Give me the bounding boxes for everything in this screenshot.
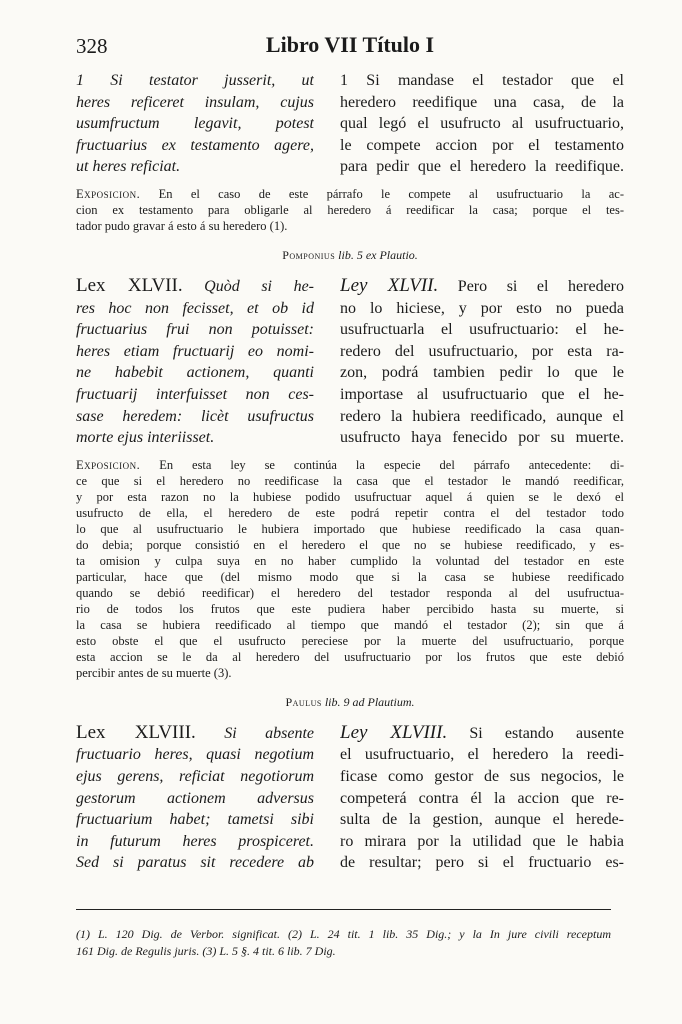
spanish-line: heredero reedifique una casa, de la <box>340 93 624 111</box>
spanish-text: Si estando ausente <box>447 724 624 742</box>
exposicion-line: esta accion se le da al heredero del usufructuario por los frutos que este debió <box>76 649 624 664</box>
spanish-text: Pero si el heredero <box>438 277 624 295</box>
latin-line: res hoc non fecisset, et ob id <box>76 299 314 317</box>
footnote-line: (1) L. 120 Dig. de Verbor. significat. (2) L. 24 tit. 1 lib. 35 Dig.; y la In jure civili receptum <box>76 927 611 941</box>
spanish-line: sulta de la gestion, aunque el herede- <box>340 811 624 829</box>
exposicion-line: y por esta razon no la hubiese podido usufructuar aquel á quien se le dexó el <box>76 489 624 504</box>
latin-line: fructuario heres, quasi negotium <box>76 746 314 764</box>
spanish-line: ro mirara por la utilidad que le habia <box>340 832 624 850</box>
source-work: lib. 5 ex Plautio. <box>335 247 418 262</box>
latin-line: fructuarium habet; tametsi sibi <box>76 811 314 829</box>
latin-column-2 <box>76 275 314 449</box>
latin-line: 1 Si testator jusserit, ut <box>76 72 314 89</box>
lex-heading: Lex XLVIII. <box>76 721 196 743</box>
source-author: Paulus <box>285 694 322 709</box>
exposicion-text: En esta ley se continúa la especie del párrafo antecedente: di- <box>140 457 624 472</box>
spanish-column-2 <box>340 275 624 449</box>
exposicion-line <box>76 186 624 202</box>
source-citation-1 <box>76 248 624 263</box>
latin-line: usumfructum legavit, potest <box>76 115 314 133</box>
spanish-column-1 <box>340 70 624 178</box>
exposicion-line: ta omision y culpa suya en no haber cumplido la voluntad del testador en este <box>76 553 624 568</box>
spanish-line: redero del usufructuario, por esta ra- <box>340 342 624 360</box>
spanish-line: redero la hubiera reedificado, aunque el <box>340 407 624 425</box>
exposicion-2 <box>76 457 624 681</box>
spanish-line: competerá contra él la accion que re- <box>340 789 624 807</box>
exposicion-label: Exposicion. <box>76 186 141 201</box>
latin-line: ne habebit actionem, quanti <box>76 364 314 382</box>
source-work: lib. 9 ad Plautium. <box>321 694 415 709</box>
exposicion-1 <box>76 186 624 234</box>
page-number: 328 <box>76 34 108 58</box>
latin-line: fructuarius ex testamento agere, <box>76 136 314 154</box>
latin-line <box>76 275 314 298</box>
exposicion-line: tador pudo gravar á esto á su heredero (1). <box>76 218 288 233</box>
latin-column-1 <box>76 70 314 178</box>
spanish-line <box>340 722 624 745</box>
spanish-line: usufructuarla el usufructuario: el he- <box>340 321 624 339</box>
spanish-line: no lo hiciese, y por esto no pueda <box>340 299 624 317</box>
page <box>76 32 624 874</box>
footnote-line: 161 Dig. de Regulis juris. (3) L. 5 §. 4 tit. 6 lib. 7 Dig. <box>76 944 336 958</box>
page-header <box>76 32 624 66</box>
latin-line: gestorum actionem adversus <box>76 789 314 807</box>
lex-heading: Lex XLVII. <box>76 274 183 296</box>
footnotes <box>76 926 611 960</box>
spanish-line: zon, podrá tambien pedir lo que le <box>340 364 624 382</box>
latin-line: heres etiam fructuarij eo nomi- <box>76 342 314 360</box>
section-3-columns <box>76 722 624 874</box>
section-2-columns <box>76 275 624 449</box>
spanish-line <box>340 275 624 298</box>
exposicion-line: esto obste el que el usufructo pereciese por la muerte del usufructuario, porque <box>76 633 624 648</box>
exposicion-line: do debia; porque consistió en el heredero el que no se hubiese reedificado, y es- <box>76 537 624 552</box>
section-1-columns <box>76 70 624 178</box>
latin-line: sase heredem: licèt usufructus <box>76 407 314 425</box>
latin-line: in futurum heres prospiceret. <box>76 832 314 850</box>
ley-heading: Ley XLVIII. <box>340 721 448 743</box>
exposicion-line: percibir antes de su muerte (3). <box>76 665 232 680</box>
exposicion-line: la casa se hubiera reedificado al tiempo que mandó el testador (2); sin que á <box>76 617 624 632</box>
latin-line <box>76 722 314 745</box>
spanish-line: ficase como gestor de sus negocios, le <box>340 767 624 785</box>
exposicion-line: particular, hace que (del mismo modo que si la casa se hubiese reedificado <box>76 569 624 584</box>
exposicion-line: ce que si el heredero no reedificase la casa que el testador le mandó reedificar, <box>76 473 624 488</box>
spanish-line: le compete accion por el testamento <box>340 136 624 154</box>
spanish-line: para pedir que el heredero la reedifique. <box>340 158 624 176</box>
running-title: Libro VII Título I <box>265 32 435 57</box>
latin-line: fructuarius frui non potuisset: <box>76 321 314 339</box>
exposicion-label: Exposicion. <box>76 457 141 472</box>
spanish-line: el usufructuario, el heredero la reedi- <box>340 746 624 764</box>
footnote-divider <box>76 909 611 910</box>
spanish-line: de resultar; pero si el fructuario es- <box>340 854 624 872</box>
source-author: Pomponius <box>282 247 336 262</box>
ley-heading: Ley XLVII. <box>340 274 439 296</box>
spanish-line: usufructo haya fenecido por su muerte. <box>340 429 624 447</box>
spanish-line: 1 Si mandase el testador que el <box>340 72 624 89</box>
latin-line: morte ejus interiisset. <box>76 429 215 447</box>
latin-text: Quòd si he- <box>182 277 314 295</box>
exposicion-text: En el caso de este párrafo le compete al usufructuario la ac- <box>140 186 624 201</box>
source-citation-2 <box>76 695 624 710</box>
latin-line: ut heres reficiat. <box>76 158 181 176</box>
latin-line: heres reficeret insulam, cujus <box>76 93 314 111</box>
exposicion-line: quando se debió reedificar) el heredero del testador responda al del usufructua- <box>76 585 624 600</box>
latin-line: fructuarij interfuisset non ces- <box>76 385 314 403</box>
exposicion-line: rio de todos los frutos que este pudiera haber percibido hasta su muerte, si <box>76 601 624 616</box>
exposicion-line <box>76 457 624 473</box>
spanish-column-3 <box>340 722 624 874</box>
spanish-line: importase al usufructuario que el he- <box>340 385 624 403</box>
exposicion-line: cion ex testamento para obligarle al heredero á reedificar la casa; porque el tes- <box>76 202 624 217</box>
exposicion-line: usufructo de ella, el heredero de este podrá repetir contra el del testador todo <box>76 505 624 520</box>
latin-column-3 <box>76 722 314 874</box>
latin-line: Sed si paratus sit recedere ab <box>76 854 314 872</box>
latin-text: Si absente <box>195 724 314 742</box>
spanish-line: qual legó el usufructo al usufructuario, <box>340 115 624 133</box>
exposicion-line: lo que al usufructuario le hubiera importado que hubiese reedificado la casa quan- <box>76 521 624 536</box>
latin-line: ejus gerens, reficiat negotiorum <box>76 767 314 785</box>
